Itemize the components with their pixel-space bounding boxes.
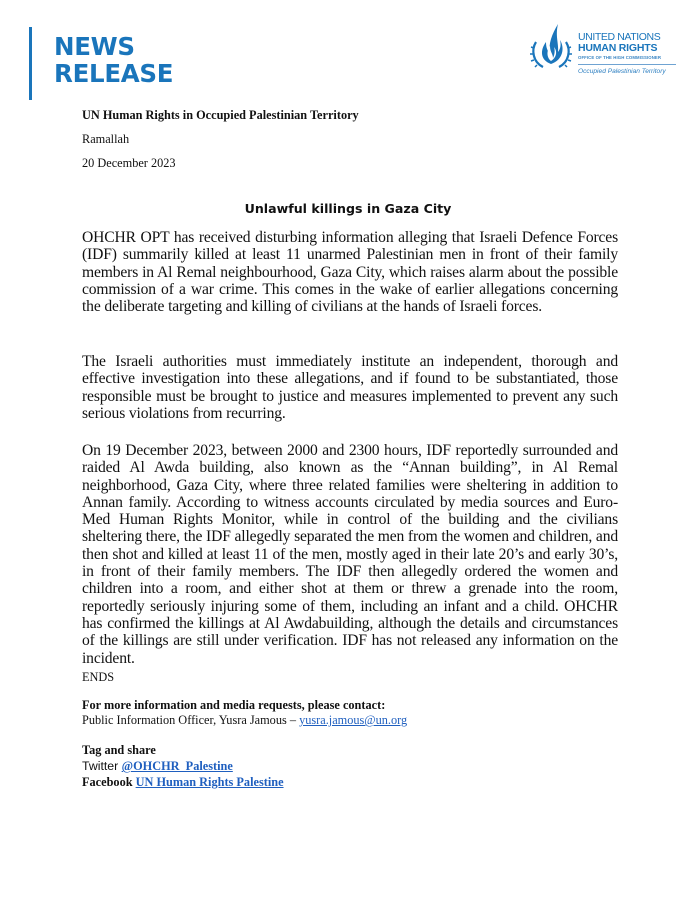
logo-human-rights: HUMAN RIGHTS xyxy=(578,42,658,54)
twitter-handle-link[interactable]: @OHCHR_Palestine xyxy=(121,759,233,773)
un-human-rights-flame-emblem-icon xyxy=(528,20,574,72)
contact-email-link[interactable]: yusra.jamous@un.org xyxy=(299,713,408,727)
ends-marker: ENDS xyxy=(82,670,115,684)
logo-text xyxy=(578,32,688,76)
ohchr-logo xyxy=(528,16,688,94)
share-heading: Tag and share xyxy=(82,743,156,757)
share-block xyxy=(82,742,284,790)
organization-name: UN Human Rights in Occupied Palestinian Territory xyxy=(82,108,359,122)
logo-united-nations: UNITED NATIONS xyxy=(578,31,661,43)
paragraph-1: OHCHR OPT has received disturbing information alleging that Israeli Defence Forces (IDF) summarily killed at least 11 unarmed Palestinian men in front of their family members in Al Remal neighbourhood, Gaza City, which raises alarm about the possible commission of a war crime. This comes in the wake of earlier allegations concerning the deliberate targeting and killing of civilians at the hands of Israeli forces. xyxy=(82,229,618,316)
dateline-city: Ramallah xyxy=(82,132,130,146)
release-date: 20 December 2023 xyxy=(82,156,176,170)
news-release-accent-bar xyxy=(29,27,32,100)
logo-opt: Occupied Palestinian Territory xyxy=(578,68,666,75)
contact-heading: For more information and media requests, please contact: xyxy=(82,698,386,712)
headline-text: Unlawful killings in Gaza City xyxy=(244,201,452,216)
facebook-label: Facebook xyxy=(82,775,136,789)
logo-divider xyxy=(578,64,676,65)
facebook-line xyxy=(82,774,284,790)
paragraph-3: On 19 December 2023, between 2000 and 2300 hours, IDF reportedly surrounded and raided Al Awda building, also known as the “Annan building”, in Al Remal neighborhood, Gaza City, where three related families were sheltering in addition to Annan family. According to witness accounts circulated by media sources and Euro-Med Human Rights Monitor, while in control of the building and the civilians sheltering there, the IDF allegedly separated the men from the women and children, and then shot and killed at least 11 of the men, mostly aged in their late 20’s and early 30’s, in front of their family members. The IDF then allegedly ordered the women and children into a room, and either shot at them or threw a grenade into the room, reportedly seriously injuring some of them, including an infant and a child. OHCHR has confirmed the killings at Al Awdabuilding, although the details and circumstances of the killings are still under verification. IDF has not released any information on the incident. xyxy=(82,442,618,667)
news-release-line2: RELEASE xyxy=(54,59,174,88)
news-release-line1: NEWS xyxy=(54,32,135,61)
twitter-label: Twitter xyxy=(82,759,122,773)
twitter-line xyxy=(82,758,284,774)
contact-text: Public Information Officer, Yusra Jamous – xyxy=(82,713,300,727)
contact-line xyxy=(82,713,407,728)
paragraph-2: The Israeli authorities must immediately institute an independent, thorough and effective investigation into these allegations, and if found to be substantiated, those responsible must be brought to justice and measures implemented to prevent any such serious violations from recurring. xyxy=(82,353,618,422)
news-release-title xyxy=(54,33,173,87)
facebook-page-link[interactable]: UN Human Rights Palestine xyxy=(135,775,284,789)
contact-block xyxy=(82,698,407,728)
headline xyxy=(0,201,700,216)
logo-office-high-commissioner: OFFICE OF THE HIGH COMMISSIONER xyxy=(578,55,662,60)
